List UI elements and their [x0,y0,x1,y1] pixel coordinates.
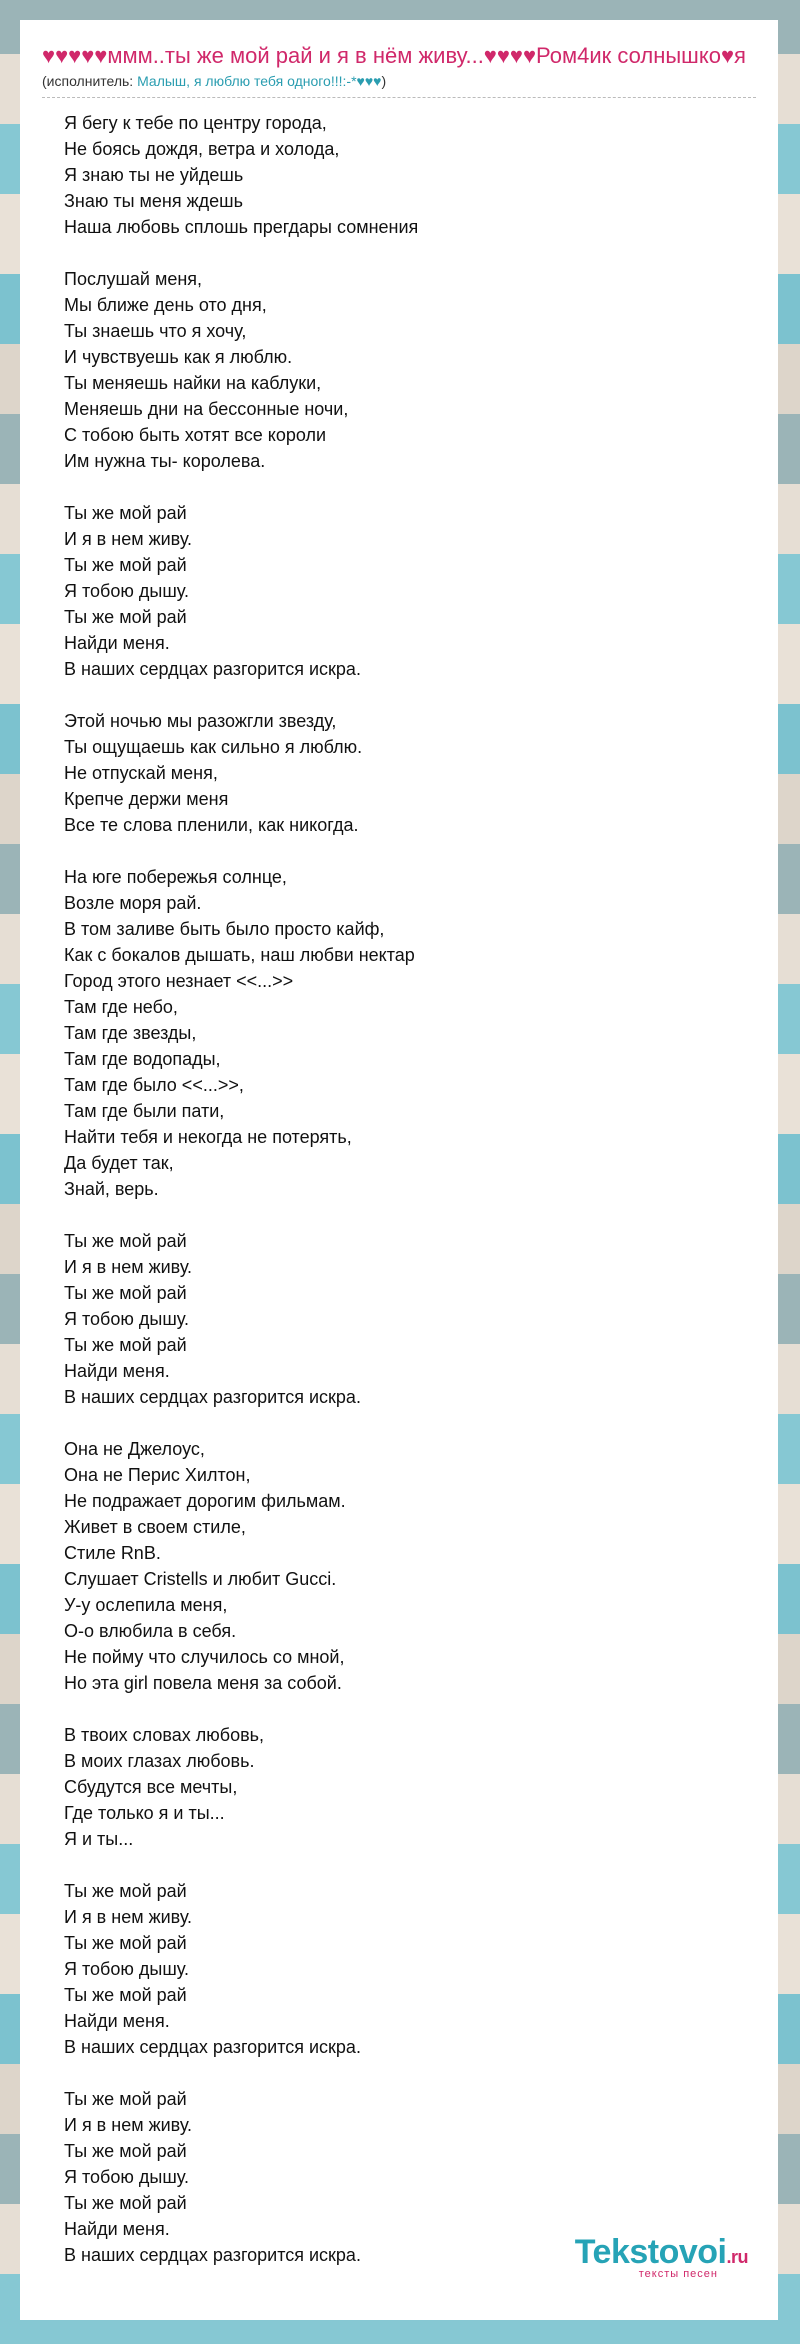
lyric-line: Им нужна ты- королева. [64,451,266,471]
lyric-line: Сбудутся все мечты, [64,1777,238,1797]
lyric-line: Все те слова пленили, как никогда. [64,815,359,835]
lyric-line: Я бегу к тебе по центру города, [64,113,327,133]
lyric-line: В твоих словах любовь, [64,1725,265,1745]
lyric-line: Живет в своем стиле, [64,1517,246,1537]
site-logo[interactable] [575,2233,748,2280]
stanza-gap [64,682,756,708]
lyric-line: Найти тебя и некогда не потерять, [64,1127,352,1147]
lyric-line: Ты меняешь найки на каблуки, [64,373,322,393]
stanza-gap [64,2060,756,2086]
lyric-line: Ты же мой рай [64,555,187,575]
lyric-line: Ты же мой рай [64,1231,187,1251]
stanza-gap [64,1696,756,1722]
lyric-line: Я тобою дышу. [64,1309,189,1329]
lyric-line: И чувствуешь как я люблю. [64,347,293,367]
lyric-line: Найди меня. [64,1361,170,1381]
lyric-line: На юге побережья солнце, [64,867,287,887]
lyric-line: Ты же мой рай [64,503,187,523]
lyric-line: Я знаю ты не уйдешь [64,165,244,185]
lyric-line: Как с бокалов дышать, наш любви нектар [64,945,415,965]
stanza-gap [64,474,756,500]
lyric-line: И я в нем живу. [64,1907,193,1927]
lyric-line: Знай, верь. [64,1179,159,1199]
lyric-line: Возле моря рай. [64,893,202,913]
lyric-line: С тобою быть хотят все короли [64,425,327,445]
lyric-line: Не пойму что случилось со мной, [64,1647,345,1667]
lyrics-card [20,20,778,2320]
lyric-line: Не подражает дорогим фильмам. [64,1491,346,1511]
lyric-line: Ты же мой рай [64,1283,187,1303]
lyric-line: Ты же мой рай [64,1933,187,1953]
lyric-line: В наших сердцах разгорится искра. [64,2245,361,2265]
lyric-line: Ты знаешь что я хочу, [64,321,247,341]
lyric-line: В наших сердцах разгорится искра. [64,2037,361,2057]
lyric-line: Я и ты... [64,1829,134,1849]
lyric-line: Ты ощущаешь как сильно я люблю. [64,737,363,757]
lyric-line: В наших сердцах разгорится искра. [64,1387,361,1407]
lyric-line: Я тобою дышу. [64,581,189,601]
lyric-line: Наша любовь сплошь прегдары сомнения [64,217,419,237]
lyric-line: Ты же мой рай [64,1985,187,2005]
stanza-gap [64,1410,756,1436]
lyric-line: Я тобою дышу. [64,2167,189,2187]
logo-tld: .ru [726,2247,748,2267]
lyric-line: Она не Джелоус, [64,1439,205,1459]
logo-wordmark [575,2233,748,2272]
lyric-line: В наших сердцах разгорится искра. [64,659,361,679]
performer-link[interactable]: Малыш, я люблю тебя одного!!!:-*♥♥♥ [137,73,382,89]
performer-line [42,71,756,98]
lyric-line: О-о влюбила в себя. [64,1621,237,1641]
lyric-line: Стиле RnB. [64,1543,161,1563]
lyric-line: Меняешь дни на бессонные ночи, [64,399,349,419]
lyric-line: Город этого незнает <<...>> [64,971,294,991]
song-title: ♥♥♥♥♥ммм..ты же мой рай и я в нём живу...♥♥♥♥Ром4ик солнышко♥я [42,43,746,68]
lyric-line: Найди меня. [64,2011,170,2031]
lyric-line: Там где водопады, [64,1049,221,1069]
lyric-line: Где только я и ты... [64,1803,225,1823]
logo-tagline: тексты песен [638,2268,718,2280]
stanza-gap [64,240,756,266]
lyric-line: Ты же мой рай [64,607,187,627]
lyric-line: Найди меня. [64,633,170,653]
lyric-line: И я в нем живу. [64,1257,193,1277]
lyric-line: Крепче держи меня [64,789,229,809]
lyric-line: Там где звезды, [64,1023,197,1043]
lyric-line: Но эта girl повела меня за собой. [64,1673,342,1693]
logo-name: Tekstovoi [574,2233,727,2271]
lyric-line: Не отпускай меня, [64,763,218,783]
lyric-line: Там где были пати, [64,1101,225,1121]
lyric-line: Да будет так, [64,1153,174,1173]
lyric-line: И я в нем живу. [64,2115,193,2135]
lyric-line: Найди меня. [64,2219,170,2239]
lyric-line: Она не Перис Хилтон, [64,1465,251,1485]
lyric-line: Ты же мой рай [64,1335,187,1355]
lyrics-text [42,110,756,2268]
lyric-line: Послушай меня, [64,269,203,289]
performer-suffix: ) [381,73,387,89]
lyric-line: Ты же мой рай [64,2089,187,2109]
lyric-line: Мы ближе день ото дня, [64,295,267,315]
lyric-line: В том заливе быть было просто кайф, [64,919,385,939]
lyric-line: Ты же мой рай [64,1881,187,1901]
stanza-gap [64,1202,756,1228]
lyric-line: У-у ослепила меня, [64,1595,228,1615]
stanza-gap [64,838,756,864]
lyric-line: Там где небо, [64,997,178,1017]
lyric-line: Я тобою дышу. [64,1959,189,1979]
lyric-line: Слушает Cristells и любит Gucci. [64,1569,337,1589]
lyric-line: Там где было <<...>>, [64,1075,244,1095]
lyric-line: Ты же мой рай [64,2193,187,2213]
lyric-line: Знаю ты меня ждешь [64,191,243,211]
stanza-gap [64,1852,756,1878]
lyric-line: В моих глазах любовь. [64,1751,255,1771]
lyric-line: И я в нем живу. [64,529,193,549]
lyric-line: Не боясь дождя, ветра и холода, [64,139,340,159]
lyric-line: Ты же мой рай [64,2141,187,2161]
lyric-line: Этой ночью мы разожгли звезду, [64,711,337,731]
performer-prefix: (исполнитель: [42,73,138,89]
